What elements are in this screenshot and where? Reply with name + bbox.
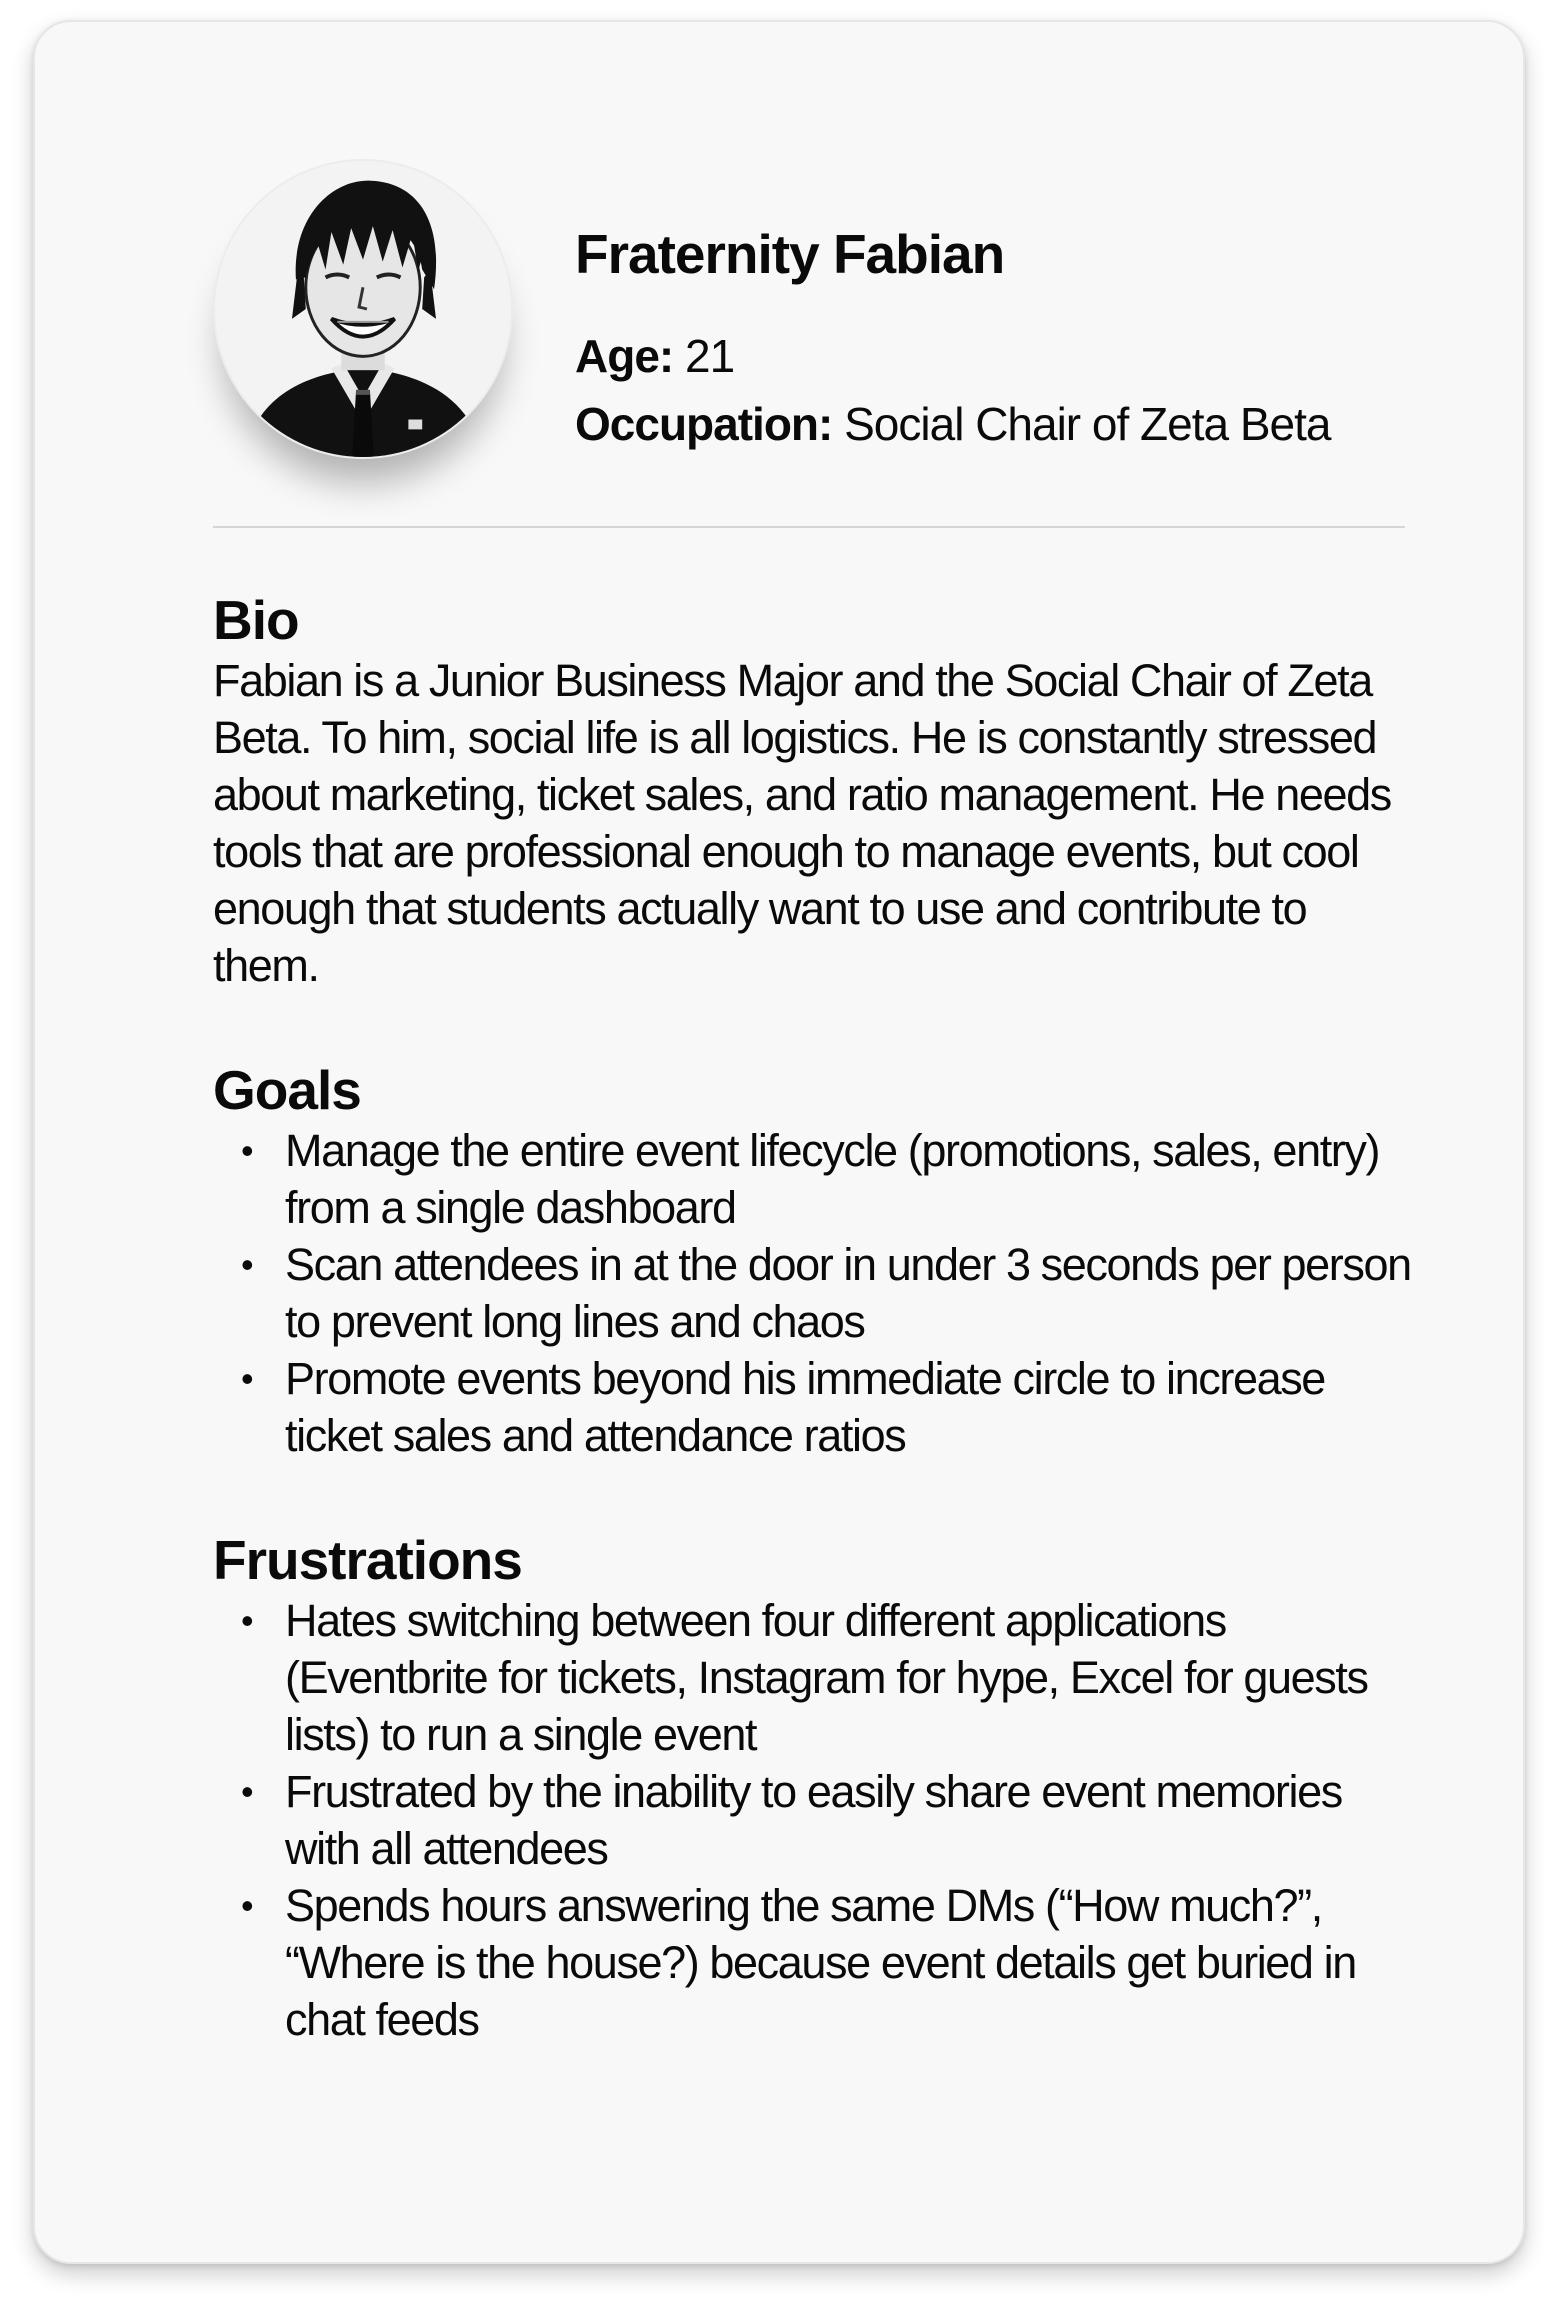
goal-item: • Manage the entire event lifecycle (promotions, sales, entry) from a single dashboard [285,1122,1413,1236]
frustrations-list [213,1592,1413,2048]
age-line [575,328,734,384]
bio-heading: Bio [213,589,299,651]
header-divider [213,526,1405,528]
avatar-portrait-icon [215,161,511,457]
goals-section [213,1058,1413,1464]
occupation-label: Occupation: [575,398,833,450]
frustrations-heading: Frustrations [213,1529,522,1591]
persona-card [33,20,1525,2264]
goal-item: • Promote events beyond his immediate circle to increase ticket sales and attendance ratios [285,1350,1413,1464]
frustration-item: • Hates switching between four different applications (Eventbrite for tickets, Instagram for hype, Excel for guests lists) to run a single event [285,1592,1413,1763]
persona-name: Fraternity Fabian [575,223,1005,285]
frustration-item: • Frustrated by the inability to easily share event memories with all attendees [285,1763,1413,1877]
goals-heading: Goals [213,1059,361,1121]
age-value: 21 [685,330,735,382]
avatar [213,159,513,459]
goal-item: • Scan attendees in at the door in under 3 seconds per person to prevent long lines and chaos [285,1236,1413,1350]
frustrations-section [213,1528,1413,2048]
age-label: Age: [575,330,674,382]
frustration-item: • Spends hours answering the same DMs (“How much?”, “Where is the house?) because event details get buried in chat feeds [285,1877,1413,2048]
occupation-line [575,396,1331,452]
occupation-value: Social Chair of Zeta Beta [844,398,1331,450]
bio-text: Fabian is a Junior Business Major and the Social Chair of Zeta Beta. To him, social life is all logistics. He is constantly stressed about marketing, ticket sales, and ratio management. He needs tools that are professional enough to manage events, but cool enough that students actually want to use and contribute to them. [213,655,1391,991]
bio-section [213,588,1413,994]
goals-list [213,1122,1413,1464]
